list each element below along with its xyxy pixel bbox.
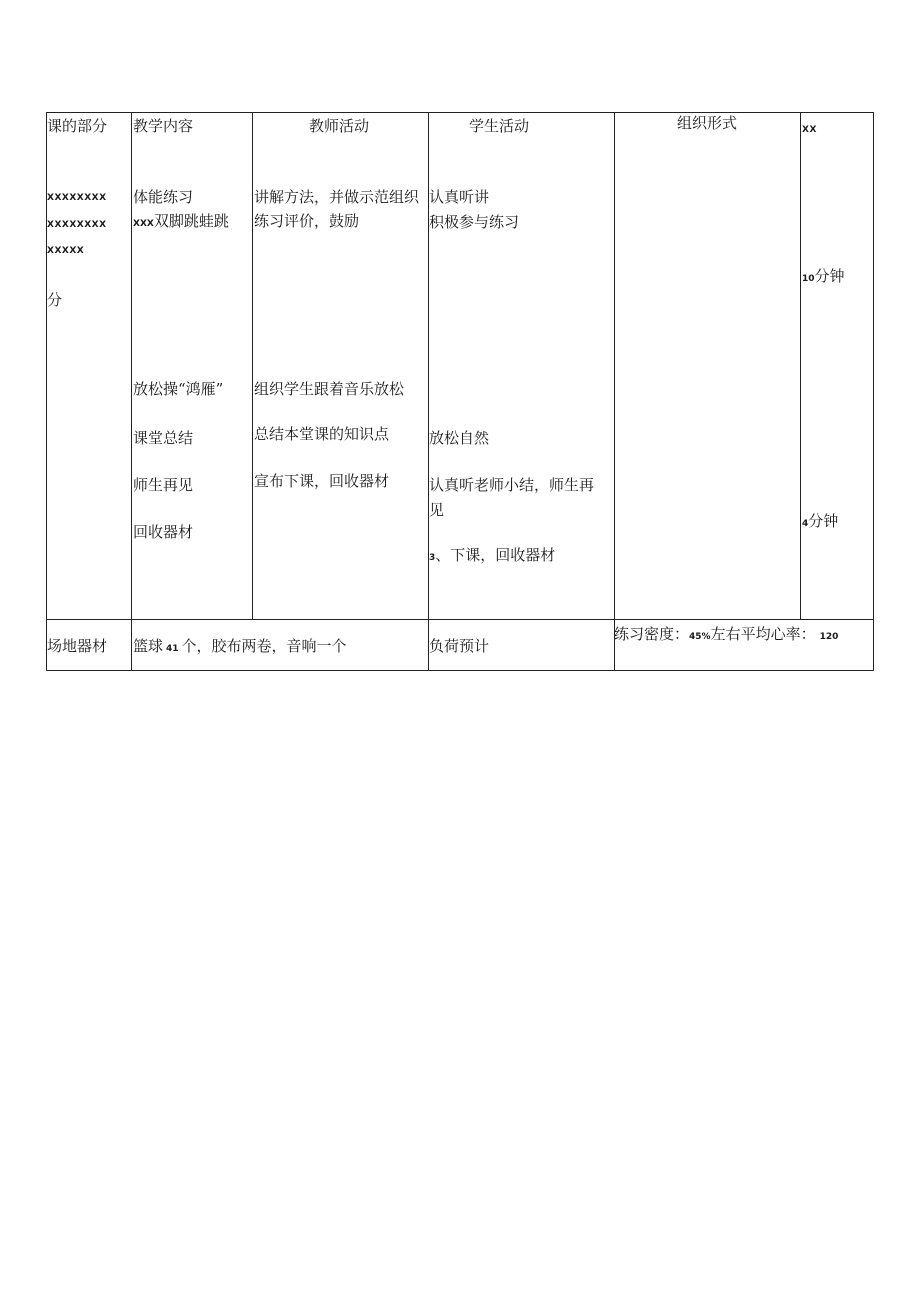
student-line-4b: 见 bbox=[429, 501, 445, 519]
header-teacher: 教师活动 bbox=[309, 117, 370, 135]
content-item-3: 放松操“鸿雁” bbox=[133, 380, 224, 398]
density-label: 练习密度： bbox=[614, 625, 690, 643]
student-line-3: 放松自然 bbox=[429, 429, 490, 447]
heart-value: 120 bbox=[819, 632, 839, 642]
student-line-4a: 认真听老师小结，师生再 bbox=[429, 476, 595, 494]
content-item-2-prefix: XXX bbox=[133, 219, 154, 229]
venue-label: 场地器材 bbox=[47, 637, 108, 655]
content-item-1: 体能练习 bbox=[133, 188, 194, 206]
col-divider bbox=[131, 113, 132, 671]
section-line-1: XXXXXXXX bbox=[47, 193, 107, 203]
teacher-line-3: 组织学生跟着音乐放松 bbox=[254, 380, 405, 398]
teacher-line-4: 总结本堂课的知识点 bbox=[254, 425, 390, 443]
equipment-pre: 篮球 bbox=[133, 637, 164, 655]
header-section: 课的部分 bbox=[47, 117, 108, 135]
equipment-post: 个，胶布两卷，音响一个 bbox=[181, 637, 347, 655]
content-item-2 bbox=[133, 209, 229, 236]
student-line-1: 认真听讲 bbox=[429, 188, 490, 206]
equipment-text bbox=[133, 634, 347, 661]
time-2 bbox=[802, 509, 838, 536]
section-line-2: XXXXXXXX bbox=[47, 220, 107, 230]
teacher-line-1: 讲解方法，并做示范组织 bbox=[254, 188, 420, 206]
teacher-line-2: 练习评价，鼓励 bbox=[254, 212, 360, 230]
time-2-unit: 分钟 bbox=[808, 512, 839, 530]
content-item-6: 回收器材 bbox=[133, 523, 194, 541]
col-divider bbox=[800, 113, 801, 619]
teacher-line-5: 宣布下课，回收器材 bbox=[254, 472, 390, 490]
load-label: 负荷预计 bbox=[429, 637, 490, 655]
density-text bbox=[614, 622, 838, 649]
density-value: 45% bbox=[689, 632, 711, 642]
header-content: 教学内容 bbox=[133, 117, 194, 135]
time-1-unit: 分钟 bbox=[814, 267, 845, 285]
header-organization: 组织形式 bbox=[677, 114, 738, 132]
col-divider bbox=[252, 113, 253, 619]
time-1-num: 10 bbox=[802, 274, 815, 284]
content-item-4: 课堂总结 bbox=[133, 429, 194, 447]
col-divider bbox=[614, 113, 615, 671]
time-1 bbox=[802, 264, 845, 291]
header-student: 学生活动 bbox=[469, 117, 530, 135]
heart-label: 左右平均心率： bbox=[710, 625, 816, 643]
content-item-5: 师生再见 bbox=[133, 476, 194, 494]
equipment-num: 41 bbox=[166, 644, 179, 654]
section-line-3: XXXXX bbox=[47, 246, 85, 256]
row-divider bbox=[47, 619, 873, 620]
time-2-num: 4 bbox=[802, 519, 809, 529]
student-line-5-num: 3 bbox=[429, 553, 436, 563]
student-line-5-text: 、下课，回收器材 bbox=[435, 546, 556, 564]
content-item-2-text: 双脚跳蛙跳 bbox=[153, 212, 229, 230]
student-line-2: 积极参与练习 bbox=[429, 213, 520, 231]
section-unit: 分 bbox=[47, 291, 63, 309]
header-time: XX bbox=[802, 125, 817, 135]
student-line-5 bbox=[429, 543, 555, 570]
